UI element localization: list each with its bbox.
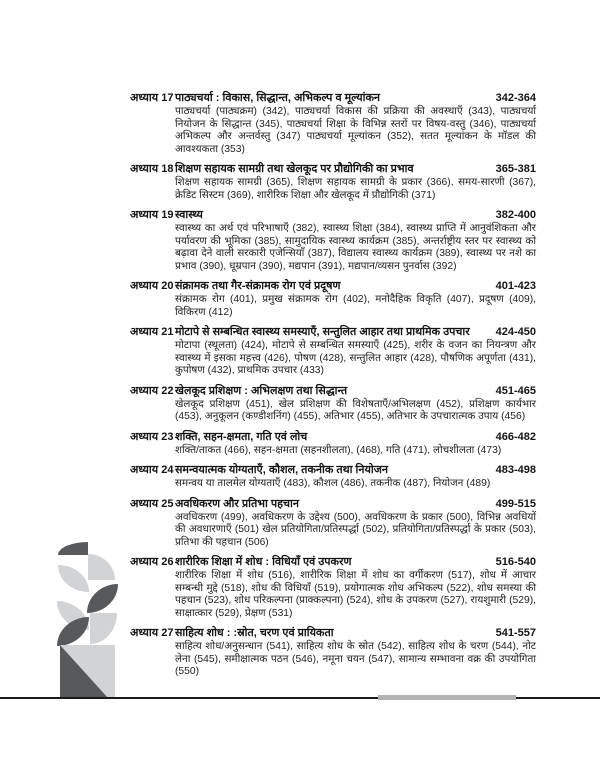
chapter-page-range: 499-515 <box>495 497 536 510</box>
chapter-heading <box>130 162 536 176</box>
chapter-page-range: 516-540 <box>495 556 536 568</box>
chapter-entry <box>130 463 536 491</box>
chapter-topic-list: संक्रामक रोग (401), प्रमुख संक्रामक रोग (402), मनोदैहिक विकृति (407), प्रदूषण (409), विकिरण (412) <box>175 294 536 318</box>
chapter-number-label: अध्याय 19 <box>130 209 174 221</box>
chapter-heading <box>130 463 536 477</box>
chapter-entry <box>130 555 536 620</box>
chapter-topic-list: शिक्षण सहायक सामग्री (365), शिक्षण सहायक सामग्री के प्रकार (366), समय-सारणी (367), क्रेडिट सिस्टम (369), शारीरिक शिक्षा और खेलकूद में प्रौद्योगिकी (371) <box>175 177 536 201</box>
chapter-page-range: 466-482 <box>495 430 536 443</box>
chapter-number-label: अध्याय 24 <box>130 464 174 476</box>
chapter-page-range: 365-381 <box>495 163 536 175</box>
leaf-petal-icon <box>87 584 118 613</box>
chapter-number-label: अध्याय 17 <box>130 92 174 104</box>
chapter-title: स्वास्थ्य <box>175 209 203 221</box>
chapter-entry <box>130 279 536 319</box>
chapter-heading <box>130 325 536 339</box>
leaf-petal-icon <box>57 601 89 630</box>
chapter-heading <box>130 430 536 444</box>
chapter-entry <box>130 208 536 273</box>
chapter-topic-list: मोटापा (स्थूलता) (424), मोटापे से सम्बन्धित समस्याएँ (425), शरीर के वजन का नियन्त्रण और स्वास्थ्य में इसका महत्त्व (426), पोषण (428), सन्तुलित आहार (428), पौषणिक अपूर्णता (431), कुपोषण (432), प्राथमिक उपचार (433) <box>175 340 536 376</box>
chapter-heading <box>130 208 536 222</box>
chapter-heading <box>130 279 536 293</box>
chapter-page-range: 541-557 <box>495 627 536 639</box>
chapter-heading <box>130 626 536 640</box>
chapter-title: साहित्य शोध : :स्रोत, चरण एवं प्रायिकता <box>175 627 334 639</box>
chapter-topic-list: समन्वय या तालमेल योग्यताएँ (483), कौशल (486), तकनीक (487), नियोजन (489) <box>175 478 491 489</box>
chapter-title: समन्वयात्मक योग्यताएँ, कौशल, तकनीक तथा नियोजन <box>175 464 389 476</box>
chapter-heading <box>130 91 536 105</box>
chapter-entry <box>130 626 536 679</box>
chapter-title: पाठ्यचर्या : विकास, सिद्धान्त, अभिकल्प व मूल्यांकन <box>175 92 381 104</box>
chapter-topic-list: पाठ्यचर्या (पाठ्यक्रम) (342), पाठ्यचर्या विकास की प्रक्रिया की अवस्थाएँ (343), पाठ्यचर्या नियोजन के सिद्धान्त (345), पाठ्यचर्या शिक्षा के विभिन्न स्तरों पर विषय-वस्तु (346), पाठ्यचर्या अभिकल्प और अन्तर्वस्तु (347) पाठ्यचर्या मूल्यांकन (352), सतत मूल्यांकन के मॉडल की आवश्यकता (353) <box>175 106 536 155</box>
chapter-page-range: 424-450 <box>495 326 536 338</box>
chapter-page-range: 342-364 <box>495 92 536 104</box>
leaf-petal-icon <box>58 542 88 555</box>
chapter-title: संक्रामक तथा गैर-संक्रामक रोग एवं प्रदूषण <box>175 280 341 292</box>
logo-base-light-triangle <box>60 645 115 698</box>
chapter-list <box>130 91 536 685</box>
chapter-topic-list: साहित्य शोध/अनुसन्धान (541), साहित्य शोध के स्रोत (542), साहित्य शोध के चरण (544), नोट लेना (545), समीक्षात्मक पठन (546), नमूना चयन (547), सामान्य सम्भावना वक्र की उपयोगिता (550) <box>175 641 536 677</box>
chapter-number-label: अध्याय 22 <box>130 384 174 397</box>
chapter-title: शक्ति, सहन-क्षमता, गति एवं लोच <box>175 430 308 443</box>
chapter-entry <box>130 91 536 156</box>
chapter-number-label: अध्याय 21 <box>130 326 174 338</box>
chapter-topic-list: खेलकूद प्रशिक्षण (451), खेल प्रशिक्षण की विशेषताएँ/अभिलक्षण (452), प्रशिक्षण कार्यभार (453), अनुकूलन (कण्डीशनिंग) (455), अतिभार (455), अतिभार के उपचारात्मक उपाय (456) <box>175 398 536 422</box>
chapter-topic-list: स्वास्थ्य का अर्थ एवं परिभाषाएँ (382), स्वास्थ्य शिक्षा (384), स्वास्थ्य प्राप्ति में आनुवंशिकता और पर्यावरण की भूमिका (385), सामुदायिक स्वास्थ्य कार्यक्रम (385), अन्तर्राष्ट्रीय स्तर पर स्वास्थ्य को बढ़ावा देने वाली सरकारी एजेन्सियाँ (387), विद्यालय स्वास्थ्य कार्यक्रम (389), स्वास्थ्य पर नशे का प्रभाव (390), धूम्रपान (390), मद्यपान (391), मद्यपान/व्यसन पुनर्वास (392) <box>175 223 536 272</box>
chapter-title: शिक्षण सहायक सामग्री तथा खेलकूद पर प्रौद्योगिकी का प्रभाव <box>175 163 414 175</box>
chapter-number-label: अध्याय 23 <box>130 430 174 443</box>
chapter-entry <box>130 430 536 458</box>
chapter-page-range: 382-400 <box>495 209 536 221</box>
chapter-page-range: 451-465 <box>495 384 536 397</box>
chapter-number-label: अध्याय 26 <box>130 556 174 568</box>
chapter-topic-list: अवधिकरण (499), अवधिकरण के उद्देश्य (500), अवधिकरण के प्रकार (500), विभिन्न अवधियों की अवधारणाएँ (501) खेल प्रतियोगिता/प्रतिस्पर्द्धा (502), प्रतियोगिता/प्रतिस्पर्द्धा के प्रकार (503), प्रतिभा की पहचान (506) <box>175 511 536 548</box>
chapter-number-label: अध्याय 25 <box>130 497 174 510</box>
chapter-entry <box>130 384 536 424</box>
chapter-heading <box>130 384 536 398</box>
chapter-number-label: अध्याय 27 <box>130 627 174 639</box>
chapter-title: खेलकूद प्रशिक्षण : अभिलक्षण तथा सिद्धान्त <box>175 384 348 397</box>
chapter-number-label: अध्याय 18 <box>130 163 174 175</box>
chapter-entry <box>130 325 536 378</box>
leaf-petal-icon <box>90 613 117 644</box>
chapter-topic-list: शारीरिक शिक्षा में शोध (516), शारीरिक शिक्षा में शोध का वर्गीकरण (517), शोध में आचार सम्बन्धी मुद्दे (518), शोध की विधियाँ (519), प्रयोगात्मक शोध अभिकल्प (522), शोध समस्या की पहचान (523), शोध परिकल्पना (प्राक्कल्पना) (524), शोध के उपकरण (527), रायशुमारी (529), साक्षात्कार (529), प्रेक्षण (531) <box>175 570 536 619</box>
chapter-topic-list: शक्ति/ताकत (466), सहन-क्षमता (सहनशीलता), (468), गति (471), लोचशीलता (473) <box>175 444 502 456</box>
chapter-heading <box>130 497 536 511</box>
chapter-heading <box>130 555 536 569</box>
chapter-page-range: 401-423 <box>495 280 536 292</box>
leaf-petal-icon <box>57 617 89 646</box>
chapter-page-range: 483-498 <box>495 464 536 476</box>
logo-base-dark-triangle <box>60 645 108 698</box>
chapter-title: शारीरिक शिक्षा में शोध : विधियाँ एवं उपकरण <box>175 556 352 568</box>
footer-rule-tab <box>378 695 516 700</box>
leaf-petal-icon <box>88 554 115 580</box>
chapter-title: अवधिकरण और प्रतिभा पहचान <box>175 497 299 510</box>
chapter-number-label: अध्याय 20 <box>130 280 174 292</box>
leaf-petal-icon <box>58 565 89 592</box>
chapter-entry <box>130 497 536 550</box>
chapter-entry <box>130 162 536 202</box>
chapter-title: मोटापे से सम्बन्धित स्वास्थ्य समस्याएँ, सन्तुलित आहार तथा प्राथमिक उपचार <box>175 326 470 338</box>
